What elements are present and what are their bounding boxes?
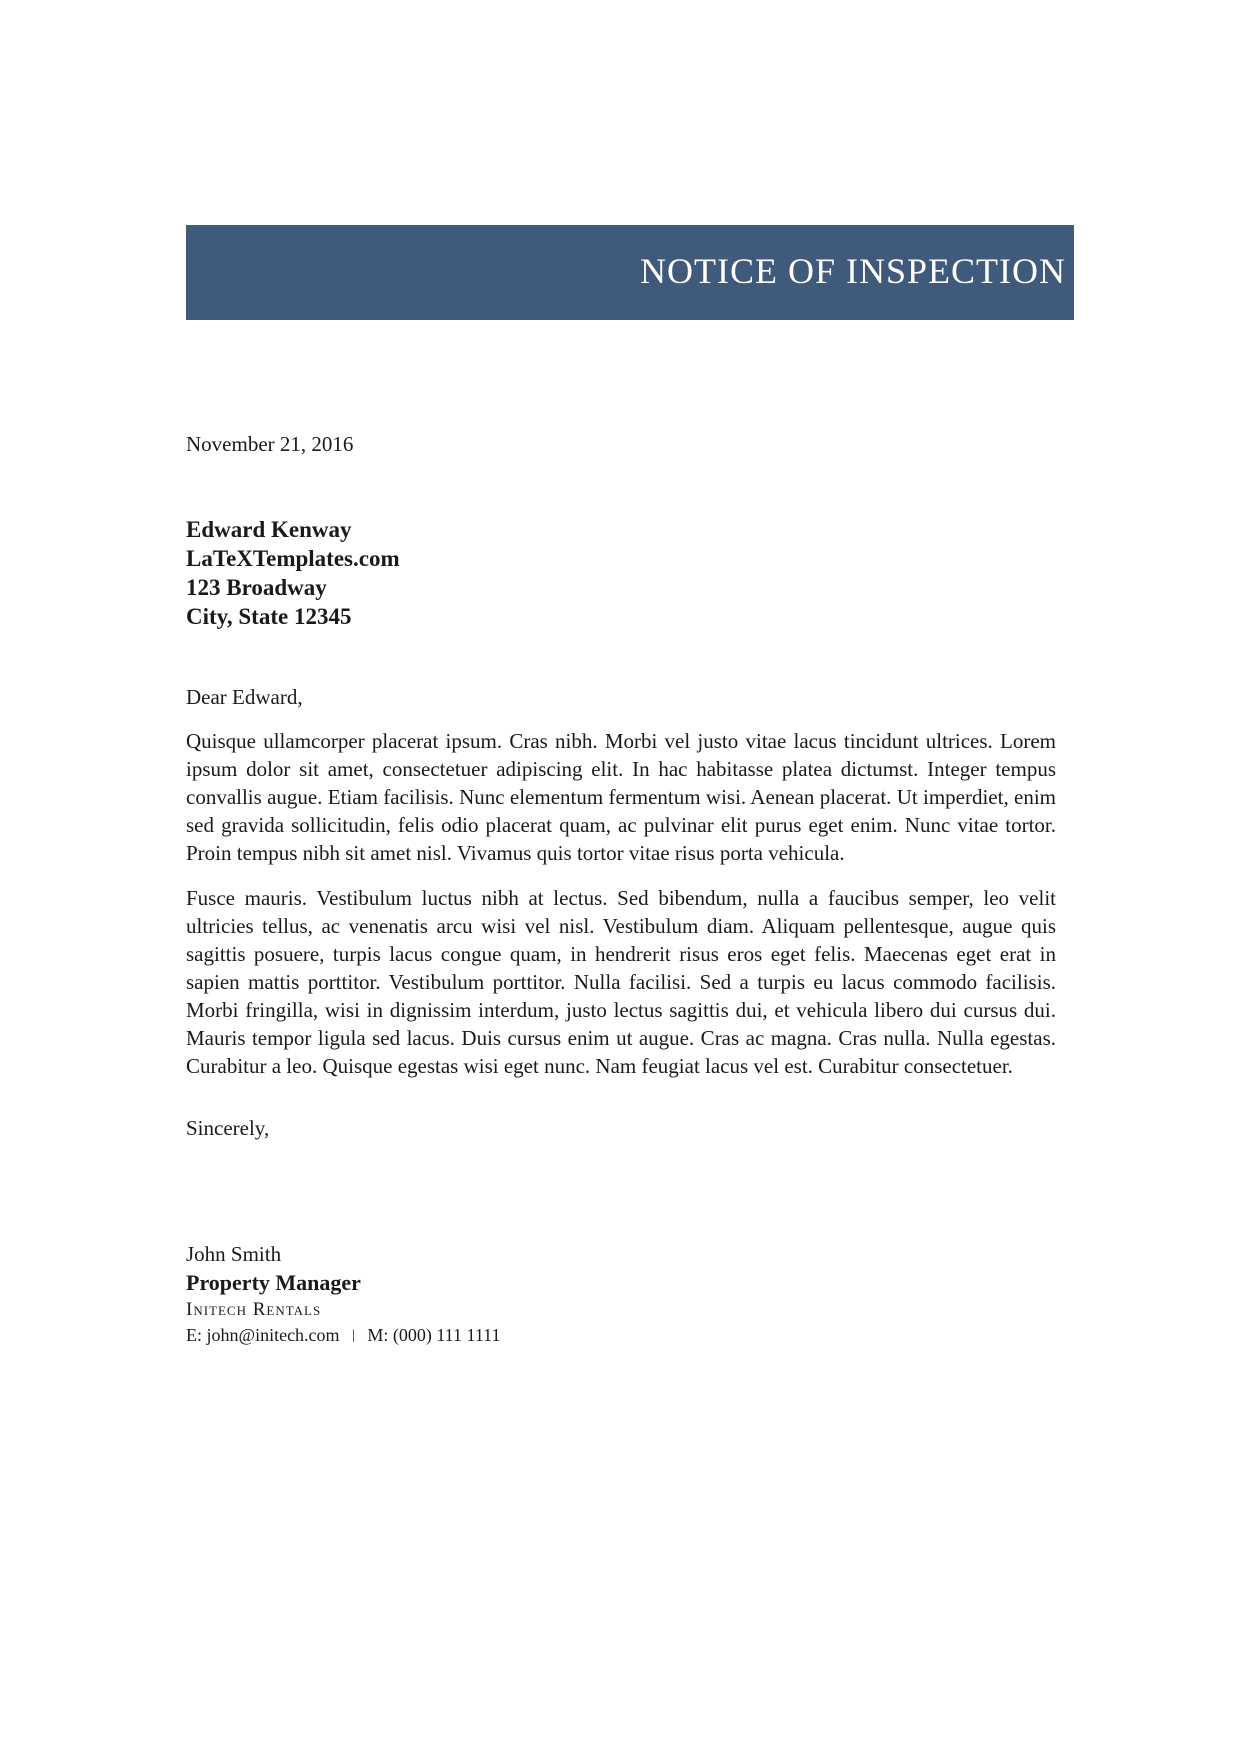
recipient-name: Edward Kenway [186,517,352,542]
closing: Sincerely, [186,1116,270,1140]
letter-body [186,430,1056,1349]
recipient-city: City, State 12345 [186,604,352,629]
signer-phone: M: (000) 111 1111 [367,1325,501,1345]
body-paragraph: Fusce mauris. Vestibulum luctus nibh at lectus. Sed bibendum, nulla a faucibus semper, leo velit ultricies tellus, ac venenatis arcu wisi vel nisl. Vestibulum diam. Aliquam pellentesque, augue quis sagittis posuere, turpis lacus congue quam, in hendrerit risus eros eget felis. Maecenas eget erat in sapien mattis porttitor. Vestibulum porttitor. Nulla facilisi. Sed a turpis eu lacus commodo facilisis. Morbi fringilla, wisi in dignissim interdum, justo lectus sagittis dui, et vehicula libero dui cursus dui. Mauris tempor ligula sed lacus. Duis cursus enim ut augue. Cras ac magna. Cras nulla. Nulla egestas. Curabitur a leo. Quisque egestas wisi eget nunc. Nam feugiat lacus vel est. Curabitur consectetuer. [186,886,1056,1078]
signer-name: John Smith [186,1242,282,1266]
recipient-company: LaTeXTemplates.com [186,546,400,571]
header-banner [186,225,1074,320]
document-title: NOTICE OF INSPECTION [639,251,1066,291]
signer-contact [186,1322,1056,1349]
signature-block [186,1240,1056,1349]
signer-company: Initech Rentals [186,1299,322,1320]
contact-separator: | [352,1328,355,1343]
recipient-street: 123 Broadway [186,575,327,600]
signer-title: Property Manager [186,1270,361,1295]
body-paragraph: Quisque ullamcorper placerat ipsum. Cras nibh. Morbi vel justo vitae lacus tincidunt ultrices. Lorem ipsum dolor sit amet, consectetuer adipiscing elit. In hac habitasse platea dictumst. Integer tempus convallis augue. Etiam facilisis. Nunc elementum fermentum wisi. Aenean placerat. Ut imperdiet, enim sed gravida sollicitudin, felis odio placerat quam, ac pulvinar elit purus eget enim. Nunc vitae tortor. Proin tempus nibh sit amet nisl. Vivamus quis tortor vitae risus porta vehicula. [186,729,1056,865]
signer-email: E: john@initech.com [186,1325,340,1345]
salutation: Dear Edward, [186,685,303,709]
recipient-address [186,515,1056,631]
letter-date: November 21, 2016 [186,432,354,456]
